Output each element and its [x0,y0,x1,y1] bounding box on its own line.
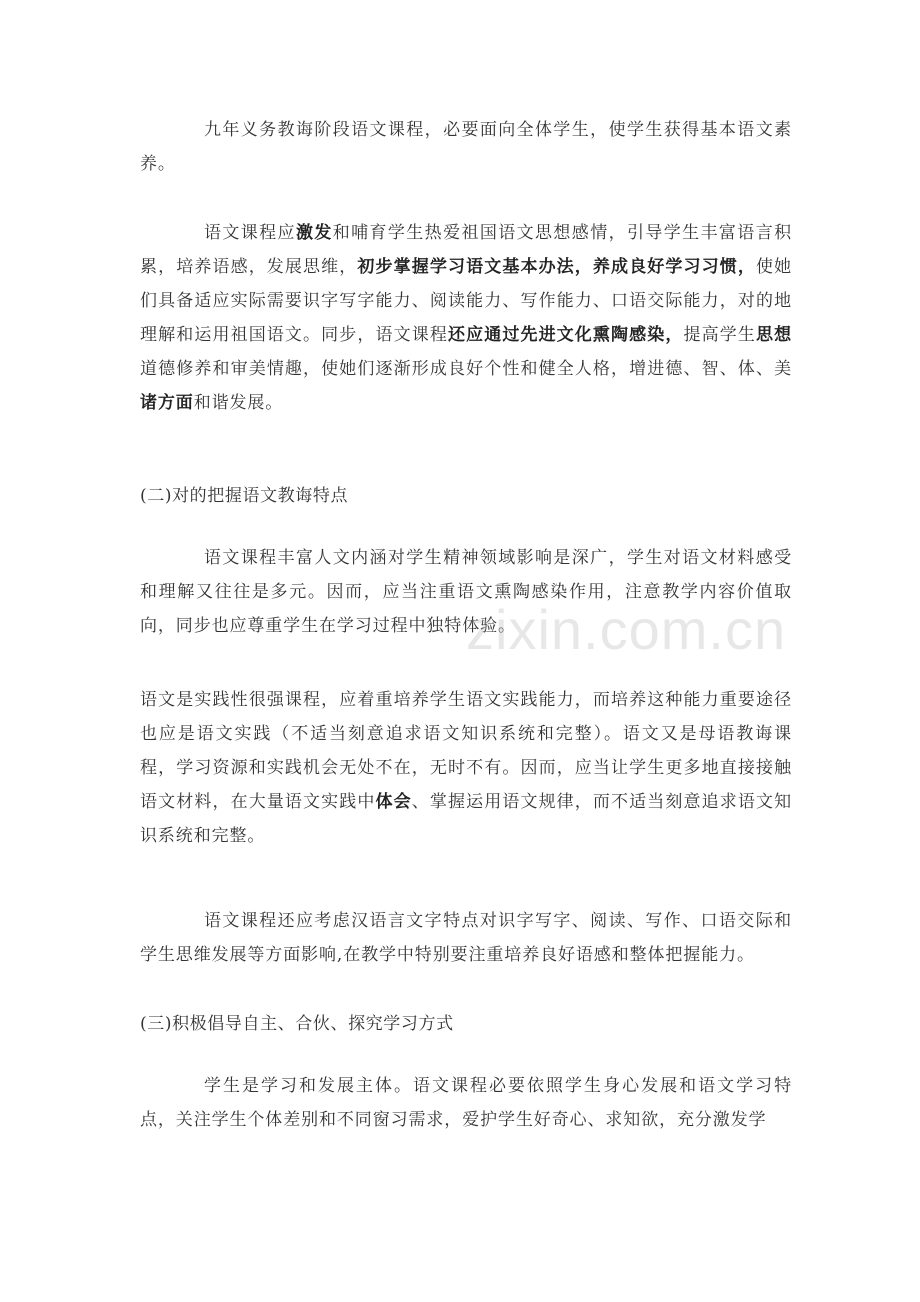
text-run: 、掌握运用语文规律，而不适当刻意追求语文知识系统和完整。 [140,792,792,846]
paragraph-student-subject [140,1069,792,1137]
bold-text: 激发 [295,223,333,243]
paragraph-text: 语文课程还应考虑汉语言文字特点对识字写字、阅读、写作、口语交际和学生思维发展等方面影响,在教学中特别要注重培养良好语感和整体把握能力。 [140,911,792,965]
paragraph-text: 语文课程丰富人文内涵对学生精神领域影响是深广，学生对语文材料感受和理解又往往是多元。因而，应当注重语文熏陶感染作用，注意教学内容价值取向，同步也应尊重学生在学习过程中独特体验。 [140,548,792,636]
paragraph-course-goal [140,113,792,181]
text-run: 和哺育学生热爱祖国语文思想感情，引导学生丰富语言积累，培养语感，发展思维， [140,223,792,277]
bold-text: 体会 [375,792,412,812]
bold-text: 诸方面 [140,393,194,413]
paragraph-course-aims [140,216,792,420]
paragraph-text: 学生是学习和发展主体。语文课程必要依照学生身心发展和语文学习特点，关注学生个体差别和不同窗习需求，爱护学生好奇心、求知欲，充分激发学 [140,1076,792,1130]
paragraph-practice [140,683,792,853]
paragraph-text: 九年义务教诲阶段语文课程，必要面向全体学生，使学生获得基本语文素养。 [140,120,792,174]
watermark: zixin.com.cn [466,598,787,661]
bold-text: 思想 [755,325,792,345]
text-run: 使她们具备适应实际需要识字写字能力、阅读能力、写作能力、口语交际能力，对的地理解和运用祖国语文。同步，语文课程 [140,257,792,345]
section-heading-two [140,479,348,513]
bold-text: 还应通过先进文化熏陶感染， [447,325,684,345]
paragraph-chinese-features [140,904,792,972]
text-run: 和谐发展。 [193,393,284,413]
text-run: 语文课程应 [204,223,296,243]
text-run: 语文是实践性很强课程，应着重培养学生语文实践能力，而培养这种能力重要途径也应是语文实践（不适当刻意追求语文知识系统和完整）。语文又是母语教诲课程，学习资源和实践机会无处不在，无时不有。因而，应当让学生更多地直接接触语文材料，在大量语文实践中 [140,690,792,812]
text-run: 道德修养和审美情趣，使她们逐渐形成良好个性和健全人格，增进德、智、体、美 [140,359,792,379]
text-run: 提高学生 [683,325,756,345]
bold-text: 初步掌握学习语文基本办法，养成良好学习习惯， [357,257,756,277]
heading-text: (三)积极倡导自主、合伙、探究学习方式 [140,1014,454,1034]
section-heading-three [140,1007,454,1041]
heading-text: (二)对的把握语文教诲特点 [140,486,349,506]
